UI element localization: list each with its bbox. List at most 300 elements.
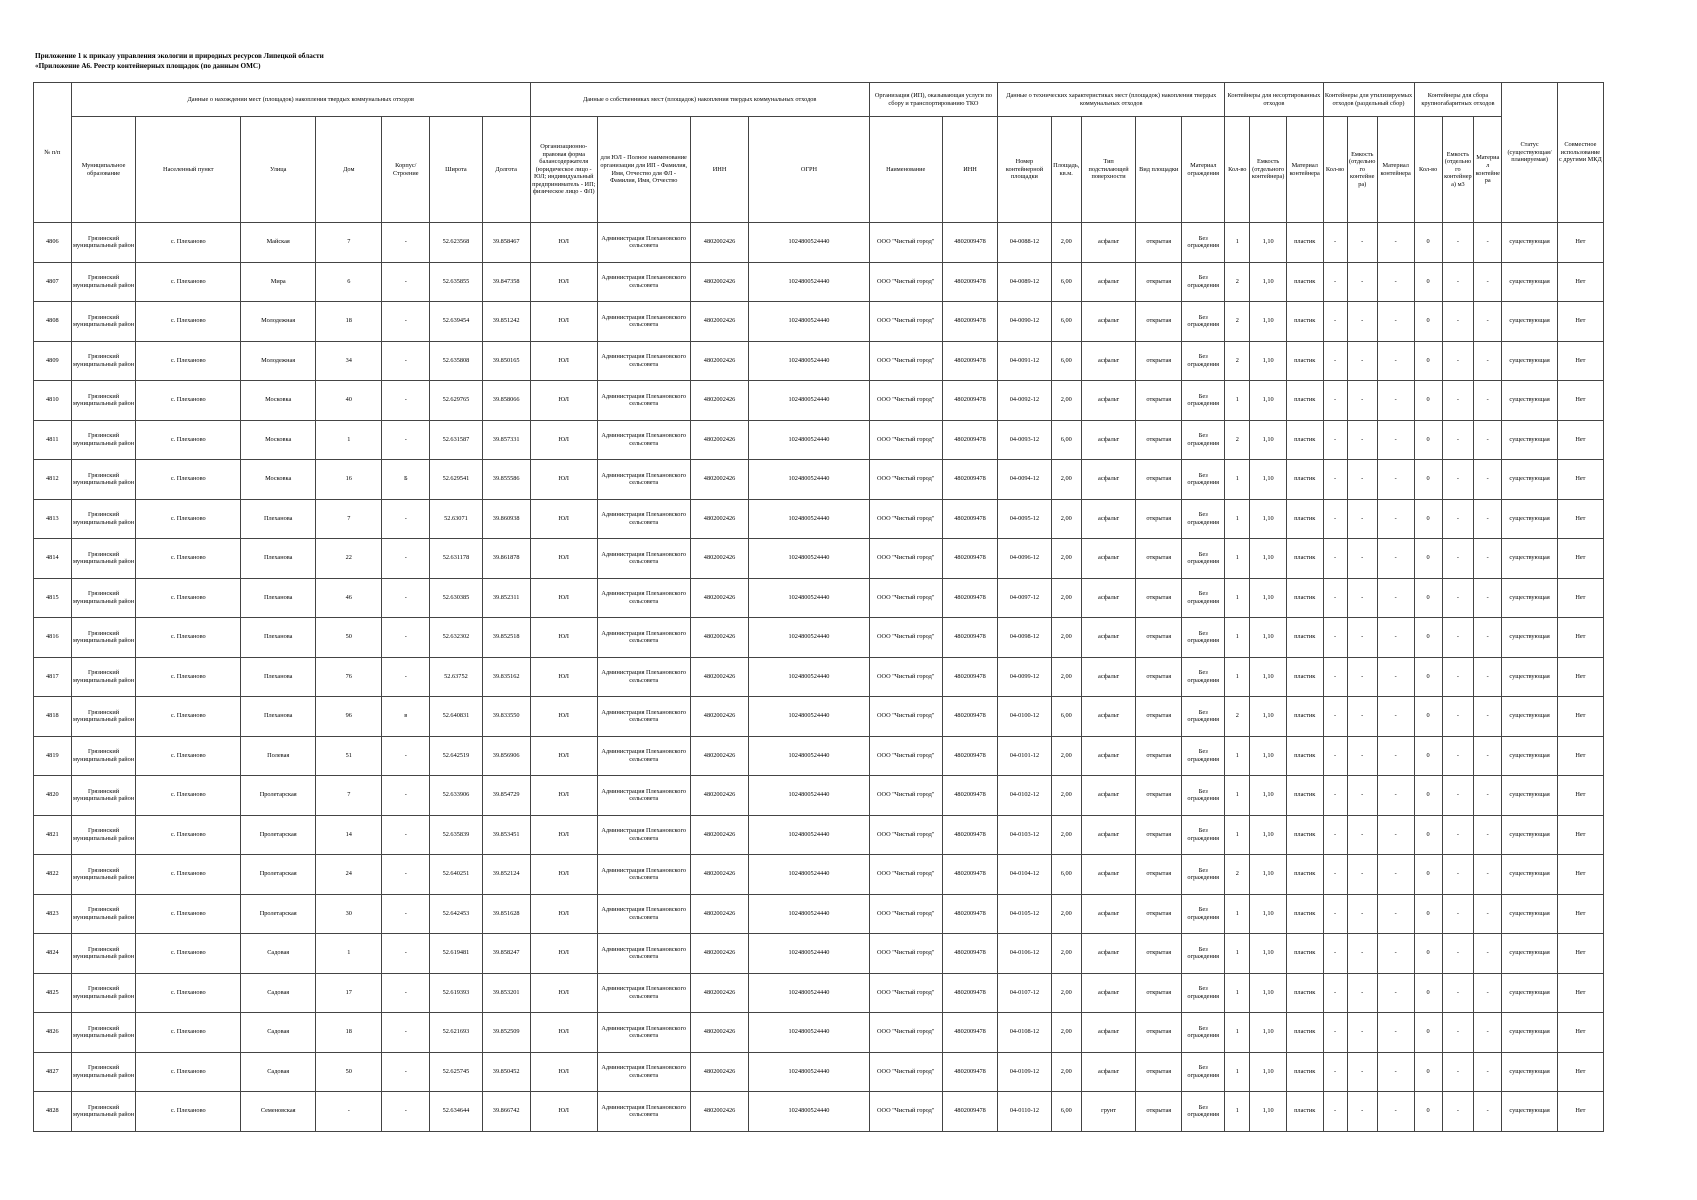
table-row	[34, 499, 1604, 539]
cell-recycle-material: -	[1377, 223, 1414, 263]
table-row	[34, 1052, 1604, 1092]
col-status: Статус (существующая/ планируемая)	[1502, 83, 1557, 223]
cell-recycle-qty: -	[1323, 302, 1347, 342]
cell-legal-form: ЮЛ	[530, 697, 597, 737]
cell-municipality: Грязинский муниципальный район	[71, 223, 136, 263]
cell-street: Молодежная	[241, 302, 316, 342]
cell-fence-material: Без ограждения	[1182, 460, 1225, 500]
cell-bulky-qty: 0	[1414, 1052, 1442, 1092]
cell-municipality: Грязинский муниципальный район	[71, 420, 136, 460]
cell-unsorted-qty: 2	[1225, 262, 1250, 302]
cell-recycle-capacity: -	[1347, 618, 1377, 658]
cell-operator-inn: 4802009478	[942, 657, 997, 697]
cell-building: Б	[382, 460, 430, 500]
cell-unsorted-capacity: 1,10	[1250, 618, 1287, 658]
cell-legal-form: ЮЛ	[530, 499, 597, 539]
col-unsorted-capacity: Емкость (отдельного контейнера)	[1250, 117, 1287, 223]
cell-fence-material: Без ограждения	[1182, 578, 1225, 618]
cell-owner-inn: 4802002426	[690, 539, 749, 579]
cell-longitude: 39.833550	[482, 697, 530, 737]
cell-row-number: 4816	[34, 618, 72, 658]
cell-recycle-material: -	[1377, 697, 1414, 737]
cell-house: 18	[316, 1013, 382, 1053]
cell-building: -	[382, 934, 430, 974]
cell-house: 22	[316, 539, 382, 579]
cell-owner-inn: 4802002426	[690, 381, 749, 421]
cell-site-number: 04-0089-12	[998, 262, 1051, 302]
cell-site-type: открытая	[1136, 381, 1182, 421]
cell-surface: асфальт	[1081, 420, 1135, 460]
cell-bulky-capacity: -	[1442, 341, 1473, 381]
cell-surface: асфальт	[1081, 302, 1135, 342]
cell-house: 96	[316, 697, 382, 737]
cell-longitude: 39.861878	[482, 539, 530, 579]
cell-legal-form: ЮЛ	[530, 1052, 597, 1092]
col-lat: Широта	[430, 117, 482, 223]
cell-area: 6,00	[1051, 262, 1081, 302]
col-house: Дом	[316, 117, 382, 223]
cell-area: 6,00	[1051, 855, 1081, 895]
cell-settlement: с. Плеханово	[136, 341, 241, 381]
cell-bulky-qty: 0	[1414, 736, 1442, 776]
col-site-type: Вид площадки	[1136, 117, 1182, 223]
cell-owner-name: Администрация Плехановского сельсовета	[597, 420, 690, 460]
col-recycle-capacity: Емкость (отдельного контейнера)	[1347, 117, 1377, 223]
cell-status: существующая	[1502, 341, 1557, 381]
cell-unsorted-material: пластик	[1286, 499, 1323, 539]
cell-street: Пролетарская	[241, 894, 316, 934]
cell-status: существующая	[1502, 578, 1557, 618]
cell-unsorted-material: пластик	[1286, 262, 1323, 302]
col-settlement: Населенный пункт	[136, 117, 241, 223]
cell-latitude: 52.631587	[430, 420, 482, 460]
cell-unsorted-capacity: 1,10	[1250, 894, 1287, 934]
cell-site-type: открытая	[1136, 776, 1182, 816]
cell-row-number: 4815	[34, 578, 72, 618]
cell-unsorted-qty: 1	[1225, 539, 1250, 579]
cell-operator-inn: 4802009478	[942, 381, 997, 421]
cell-legal-form: ЮЛ	[530, 855, 597, 895]
cell-bulky-qty: 0	[1414, 262, 1442, 302]
cell-shared-use: Нет	[1557, 1092, 1603, 1132]
cell-recycle-capacity: -	[1347, 1013, 1377, 1053]
cell-unsorted-qty: 1	[1225, 894, 1250, 934]
cell-legal-form: ЮЛ	[530, 578, 597, 618]
header-column-row	[34, 117, 1604, 223]
cell-operator-inn: 4802009478	[942, 460, 997, 500]
cell-bulky-material: -	[1474, 1092, 1502, 1132]
cell-fence-material: Без ограждения	[1182, 1013, 1225, 1053]
cell-surface: асфальт	[1081, 539, 1135, 579]
cell-recycle-material: -	[1377, 302, 1414, 342]
cell-surface: асфальт	[1081, 1013, 1135, 1053]
cell-street: Пролетарская	[241, 815, 316, 855]
cell-longitude: 39.850165	[482, 341, 530, 381]
cell-building: -	[382, 1052, 430, 1092]
cell-bulky-qty: 0	[1414, 657, 1442, 697]
cell-unsorted-material: пластик	[1286, 697, 1323, 737]
cell-bulky-qty: 0	[1414, 697, 1442, 737]
cell-house: 76	[316, 657, 382, 697]
cell-shared-use: Нет	[1557, 736, 1603, 776]
cell-site-type: открытая	[1136, 223, 1182, 263]
cell-house: 50	[316, 618, 382, 658]
cell-recycle-capacity: -	[1347, 578, 1377, 618]
cell-operator-inn: 4802009478	[942, 736, 997, 776]
group-tech: Данные о технических характеристиках мест (площадок) накопления твердых коммунальных отходов	[998, 83, 1225, 117]
cell-site-type: открытая	[1136, 894, 1182, 934]
cell-recycle-material: -	[1377, 934, 1414, 974]
cell-owner-ogrn: 1024800524440	[749, 302, 869, 342]
cell-bulky-material: -	[1474, 302, 1502, 342]
cell-operator-inn: 4802009478	[942, 855, 997, 895]
cell-unsorted-capacity: 1,10	[1250, 697, 1287, 737]
cell-site-type: открытая	[1136, 302, 1182, 342]
cell-owner-name: Администрация Плехановского сельсовета	[597, 1013, 690, 1053]
cell-area: 2,00	[1051, 934, 1081, 974]
cell-bulky-material: -	[1474, 578, 1502, 618]
cell-unsorted-material: пластик	[1286, 1092, 1323, 1132]
cell-bulky-material: -	[1474, 223, 1502, 263]
cell-bulky-qty: 0	[1414, 420, 1442, 460]
cell-area: 2,00	[1051, 499, 1081, 539]
cell-bulky-capacity: -	[1442, 736, 1473, 776]
cell-owner-inn: 4802002426	[690, 618, 749, 658]
cell-shared-use: Нет	[1557, 223, 1603, 263]
cell-site-type: открытая	[1136, 855, 1182, 895]
cell-building: -	[382, 1092, 430, 1132]
cell-site-type: открытая	[1136, 499, 1182, 539]
cell-settlement: с. Плеханово	[136, 697, 241, 737]
table-row	[34, 341, 1604, 381]
cell-municipality: Грязинский муниципальный район	[71, 776, 136, 816]
cell-recycle-qty: -	[1323, 973, 1347, 1013]
cell-owner-name: Администрация Плехановского сельсовета	[597, 736, 690, 776]
group-bulky: Контейнеры для сбора крупногабаритных отходов	[1414, 83, 1502, 117]
cell-unsorted-material: пластик	[1286, 973, 1323, 1013]
cell-status: существующая	[1502, 855, 1557, 895]
col-bulky-capacity: Емкость (отдельного контейнера) м3	[1442, 117, 1473, 223]
cell-recycle-material: -	[1377, 815, 1414, 855]
cell-unsorted-capacity: 1,10	[1250, 341, 1287, 381]
cell-bulky-material: -	[1474, 420, 1502, 460]
cell-shared-use: Нет	[1557, 460, 1603, 500]
cell-building: -	[382, 341, 430, 381]
cell-fence-material: Без ограждения	[1182, 1052, 1225, 1092]
cell-latitude: 52.629765	[430, 381, 482, 421]
cell-site-number: 04-0104-12	[998, 855, 1051, 895]
cell-longitude: 39.858247	[482, 934, 530, 974]
cell-recycle-material: -	[1377, 736, 1414, 776]
cell-bulky-capacity: -	[1442, 855, 1473, 895]
cell-unsorted-qty: 1	[1225, 499, 1250, 539]
cell-recycle-qty: -	[1323, 499, 1347, 539]
cell-unsorted-qty: 2	[1225, 341, 1250, 381]
cell-recycle-qty: -	[1323, 381, 1347, 421]
cell-recycle-qty: -	[1323, 420, 1347, 460]
cell-recycle-capacity: -	[1347, 499, 1377, 539]
cell-fence-material: Без ограждения	[1182, 302, 1225, 342]
cell-owner-inn: 4802002426	[690, 815, 749, 855]
cell-unsorted-material: пластик	[1286, 894, 1323, 934]
cell-recycle-qty: -	[1323, 894, 1347, 934]
cell-bulky-material: -	[1474, 1013, 1502, 1053]
cell-status: существующая	[1502, 420, 1557, 460]
cell-settlement: с. Плеханово	[136, 420, 241, 460]
table-row	[34, 973, 1604, 1013]
cell-status: существующая	[1502, 736, 1557, 776]
cell-municipality: Грязинский муниципальный район	[71, 697, 136, 737]
cell-site-number: 04-0094-12	[998, 460, 1051, 500]
cell-street: Плеханова	[241, 657, 316, 697]
cell-owner-ogrn: 1024800524440	[749, 776, 869, 816]
cell-row-number: 4808	[34, 302, 72, 342]
cell-unsorted-qty: 2	[1225, 855, 1250, 895]
cell-legal-form: ЮЛ	[530, 223, 597, 263]
cell-building: -	[382, 539, 430, 579]
cell-bulky-capacity: -	[1442, 1052, 1473, 1092]
cell-status: существующая	[1502, 697, 1557, 737]
cell-operator-name: ООО "Чистый город"	[869, 736, 942, 776]
cell-site-type: открытая	[1136, 1092, 1182, 1132]
cell-area: 6,00	[1051, 1092, 1081, 1132]
table-row	[34, 460, 1604, 500]
table-row	[34, 302, 1604, 342]
cell-status: существующая	[1502, 894, 1557, 934]
col-fence: Материал ограждения	[1182, 117, 1225, 223]
cell-recycle-qty: -	[1323, 578, 1347, 618]
cell-recycle-material: -	[1377, 894, 1414, 934]
cell-bulky-material: -	[1474, 855, 1502, 895]
cell-recycle-material: -	[1377, 618, 1414, 658]
cell-unsorted-material: пластик	[1286, 1013, 1323, 1053]
cell-bulky-capacity: -	[1442, 381, 1473, 421]
cell-status: существующая	[1502, 499, 1557, 539]
cell-legal-form: ЮЛ	[530, 815, 597, 855]
cell-area: 6,00	[1051, 341, 1081, 381]
cell-recycle-capacity: -	[1347, 262, 1377, 302]
cell-owner-name: Администрация Плехановского сельсовета	[597, 539, 690, 579]
table-row	[34, 855, 1604, 895]
cell-bulky-capacity: -	[1442, 934, 1473, 974]
cell-surface: асфальт	[1081, 973, 1135, 1013]
col-owner-name: для ЮЛ - Полное наименование организации для ИП - Фамилия, Имя, Отчество для ФЛ - Фамилия, Имя, Отчество	[597, 117, 690, 223]
cell-settlement: с. Плеханово	[136, 539, 241, 579]
cell-owner-name: Администрация Плехановского сельсовета	[597, 1092, 690, 1132]
cell-street: Садовая	[241, 934, 316, 974]
cell-recycle-capacity: -	[1347, 460, 1377, 500]
cell-unsorted-material: пластик	[1286, 934, 1323, 974]
container-sites-register-table	[33, 82, 1604, 1132]
cell-municipality: Грязинский муниципальный район	[71, 262, 136, 302]
cell-operator-name: ООО "Чистый город"	[869, 973, 942, 1013]
cell-row-number: 4819	[34, 736, 72, 776]
cell-legal-form: ЮЛ	[530, 973, 597, 1013]
cell-building: -	[382, 855, 430, 895]
cell-longitude: 39.853201	[482, 973, 530, 1013]
cell-unsorted-capacity: 1,10	[1250, 223, 1287, 263]
cell-fence-material: Без ограждения	[1182, 973, 1225, 1013]
cell-status: существующая	[1502, 618, 1557, 658]
cell-recycle-material: -	[1377, 341, 1414, 381]
cell-bulky-qty: 0	[1414, 460, 1442, 500]
cell-fence-material: Без ограждения	[1182, 539, 1225, 579]
cell-bulky-material: -	[1474, 341, 1502, 381]
cell-longitude: 39.858467	[482, 223, 530, 263]
cell-recycle-material: -	[1377, 460, 1414, 500]
cell-latitude: 52.634644	[430, 1092, 482, 1132]
col-recycle-qty: Кол-во	[1323, 117, 1347, 223]
cell-recycle-capacity: -	[1347, 697, 1377, 737]
cell-unsorted-qty: 1	[1225, 1052, 1250, 1092]
cell-site-number: 04-0097-12	[998, 578, 1051, 618]
cell-unsorted-material: пластик	[1286, 815, 1323, 855]
cell-recycle-capacity: -	[1347, 1092, 1377, 1132]
cell-recycle-material: -	[1377, 1013, 1414, 1053]
cell-recycle-qty: -	[1323, 776, 1347, 816]
cell-building: -	[382, 815, 430, 855]
cell-legal-form: ЮЛ	[530, 262, 597, 302]
cell-house: 14	[316, 815, 382, 855]
cell-bulky-qty: 0	[1414, 223, 1442, 263]
cell-building: -	[382, 578, 430, 618]
col-ogrn: ОГРН	[749, 117, 869, 223]
cell-owner-ogrn: 1024800524440	[749, 815, 869, 855]
cell-recycle-qty: -	[1323, 341, 1347, 381]
cell-owner-ogrn: 1024800524440	[749, 736, 869, 776]
cell-site-number: 04-0105-12	[998, 894, 1051, 934]
cell-site-number: 04-0096-12	[998, 539, 1051, 579]
cell-legal-form: ЮЛ	[530, 302, 597, 342]
cell-surface: асфальт	[1081, 776, 1135, 816]
cell-longitude: 39.851628	[482, 894, 530, 934]
cell-owner-inn: 4802002426	[690, 1013, 749, 1053]
cell-owner-ogrn: 1024800524440	[749, 1013, 869, 1053]
cell-bulky-material: -	[1474, 894, 1502, 934]
cell-site-number: 04-0101-12	[998, 736, 1051, 776]
table-row	[34, 539, 1604, 579]
cell-site-type: открытая	[1136, 1052, 1182, 1092]
cell-fence-material: Без ограждения	[1182, 855, 1225, 895]
cell-surface: асфальт	[1081, 894, 1135, 934]
cell-street: Московка	[241, 381, 316, 421]
cell-street: Семеновская	[241, 1092, 316, 1132]
cell-longitude: 39.860938	[482, 499, 530, 539]
cell-recycle-capacity: -	[1347, 894, 1377, 934]
cell-owner-inn: 4802002426	[690, 499, 749, 539]
col-shared: Совместное использование с другими МКД	[1557, 83, 1603, 223]
cell-house: 40	[316, 381, 382, 421]
cell-longitude: 39.856906	[482, 736, 530, 776]
cell-area: 2,00	[1051, 973, 1081, 1013]
cell-owner-name: Администрация Плехановского сельсовета	[597, 657, 690, 697]
cell-surface: асфальт	[1081, 499, 1135, 539]
table-row	[34, 262, 1604, 302]
cell-recycle-capacity: -	[1347, 736, 1377, 776]
header-group-row	[34, 83, 1604, 117]
table-row	[34, 223, 1604, 263]
cell-recycle-qty: -	[1323, 1013, 1347, 1053]
cell-site-type: открытая	[1136, 697, 1182, 737]
cell-legal-form: ЮЛ	[530, 776, 597, 816]
cell-unsorted-capacity: 1,10	[1250, 736, 1287, 776]
cell-bulky-qty: 0	[1414, 855, 1442, 895]
cell-owner-name: Администрация Плехановского сельсовета	[597, 1052, 690, 1092]
cell-municipality: Грязинский муниципальный район	[71, 815, 136, 855]
cell-area: 2,00	[1051, 223, 1081, 263]
cell-row-number: 4822	[34, 855, 72, 895]
cell-bulky-material: -	[1474, 1052, 1502, 1092]
cell-recycle-qty: -	[1323, 657, 1347, 697]
cell-owner-name: Администрация Плехановского сельсовета	[597, 262, 690, 302]
cell-settlement: с. Плеханово	[136, 578, 241, 618]
cell-operator-inn: 4802009478	[942, 815, 997, 855]
cell-house: 51	[316, 736, 382, 776]
cell-site-type: открытая	[1136, 1013, 1182, 1053]
group-owner: Данные о собственниках мест (площадок) накопления твердых коммунальных отходов	[530, 83, 869, 117]
cell-bulky-qty: 0	[1414, 934, 1442, 974]
cell-site-number: 04-0109-12	[998, 1052, 1051, 1092]
cell-legal-form: ЮЛ	[530, 736, 597, 776]
group-operator: Организация (ИП), оказывающая услуги по сбору и транспортированию ТКО	[869, 83, 998, 117]
cell-site-type: открытая	[1136, 460, 1182, 500]
cell-owner-ogrn: 1024800524440	[749, 657, 869, 697]
table-row	[34, 381, 1604, 421]
cell-fence-material: Без ограждения	[1182, 736, 1225, 776]
cell-surface: грунт	[1081, 1092, 1135, 1132]
cell-recycle-capacity: -	[1347, 302, 1377, 342]
cell-surface: асфальт	[1081, 341, 1135, 381]
cell-municipality: Грязинский муниципальный район	[71, 1052, 136, 1092]
cell-shared-use: Нет	[1557, 499, 1603, 539]
cell-site-type: открытая	[1136, 973, 1182, 1013]
cell-bulky-capacity: -	[1442, 539, 1473, 579]
cell-owner-ogrn: 1024800524440	[749, 381, 869, 421]
cell-recycle-capacity: -	[1347, 539, 1377, 579]
cell-unsorted-capacity: 1,10	[1250, 776, 1287, 816]
cell-recycle-qty: -	[1323, 1052, 1347, 1092]
cell-fence-material: Без ограждения	[1182, 420, 1225, 460]
cell-unsorted-qty: 1	[1225, 736, 1250, 776]
cell-operator-inn: 4802009478	[942, 223, 997, 263]
cell-settlement: с. Плеханово	[136, 499, 241, 539]
cell-building: -	[382, 973, 430, 1013]
cell-legal-form: ЮЛ	[530, 420, 597, 460]
cell-bulky-qty: 0	[1414, 539, 1442, 579]
cell-bulky-material: -	[1474, 736, 1502, 776]
cell-owner-ogrn: 1024800524440	[749, 223, 869, 263]
col-operator-inn: ИНН	[942, 117, 997, 223]
cell-site-type: открытая	[1136, 578, 1182, 618]
cell-owner-inn: 4802002426	[690, 578, 749, 618]
cell-owner-name: Администрация Плехановского сельсовета	[597, 934, 690, 974]
cell-surface: асфальт	[1081, 460, 1135, 500]
cell-legal-form: ЮЛ	[530, 1092, 597, 1132]
cell-owner-name: Администрация Плехановского сельсовета	[597, 302, 690, 342]
cell-area: 2,00	[1051, 1013, 1081, 1053]
cell-owner-inn: 4802002426	[690, 302, 749, 342]
cell-operator-name: ООО "Чистый город"	[869, 1092, 942, 1132]
cell-status: существующая	[1502, 657, 1557, 697]
cell-bulky-material: -	[1474, 697, 1502, 737]
cell-street: Московка	[241, 460, 316, 500]
cell-house: 6	[316, 262, 382, 302]
cell-recycle-capacity: -	[1347, 855, 1377, 895]
cell-bulky-capacity: -	[1442, 223, 1473, 263]
cell-surface: асфальт	[1081, 618, 1135, 658]
cell-operator-name: ООО "Чистый город"	[869, 815, 942, 855]
cell-owner-ogrn: 1024800524440	[749, 934, 869, 974]
